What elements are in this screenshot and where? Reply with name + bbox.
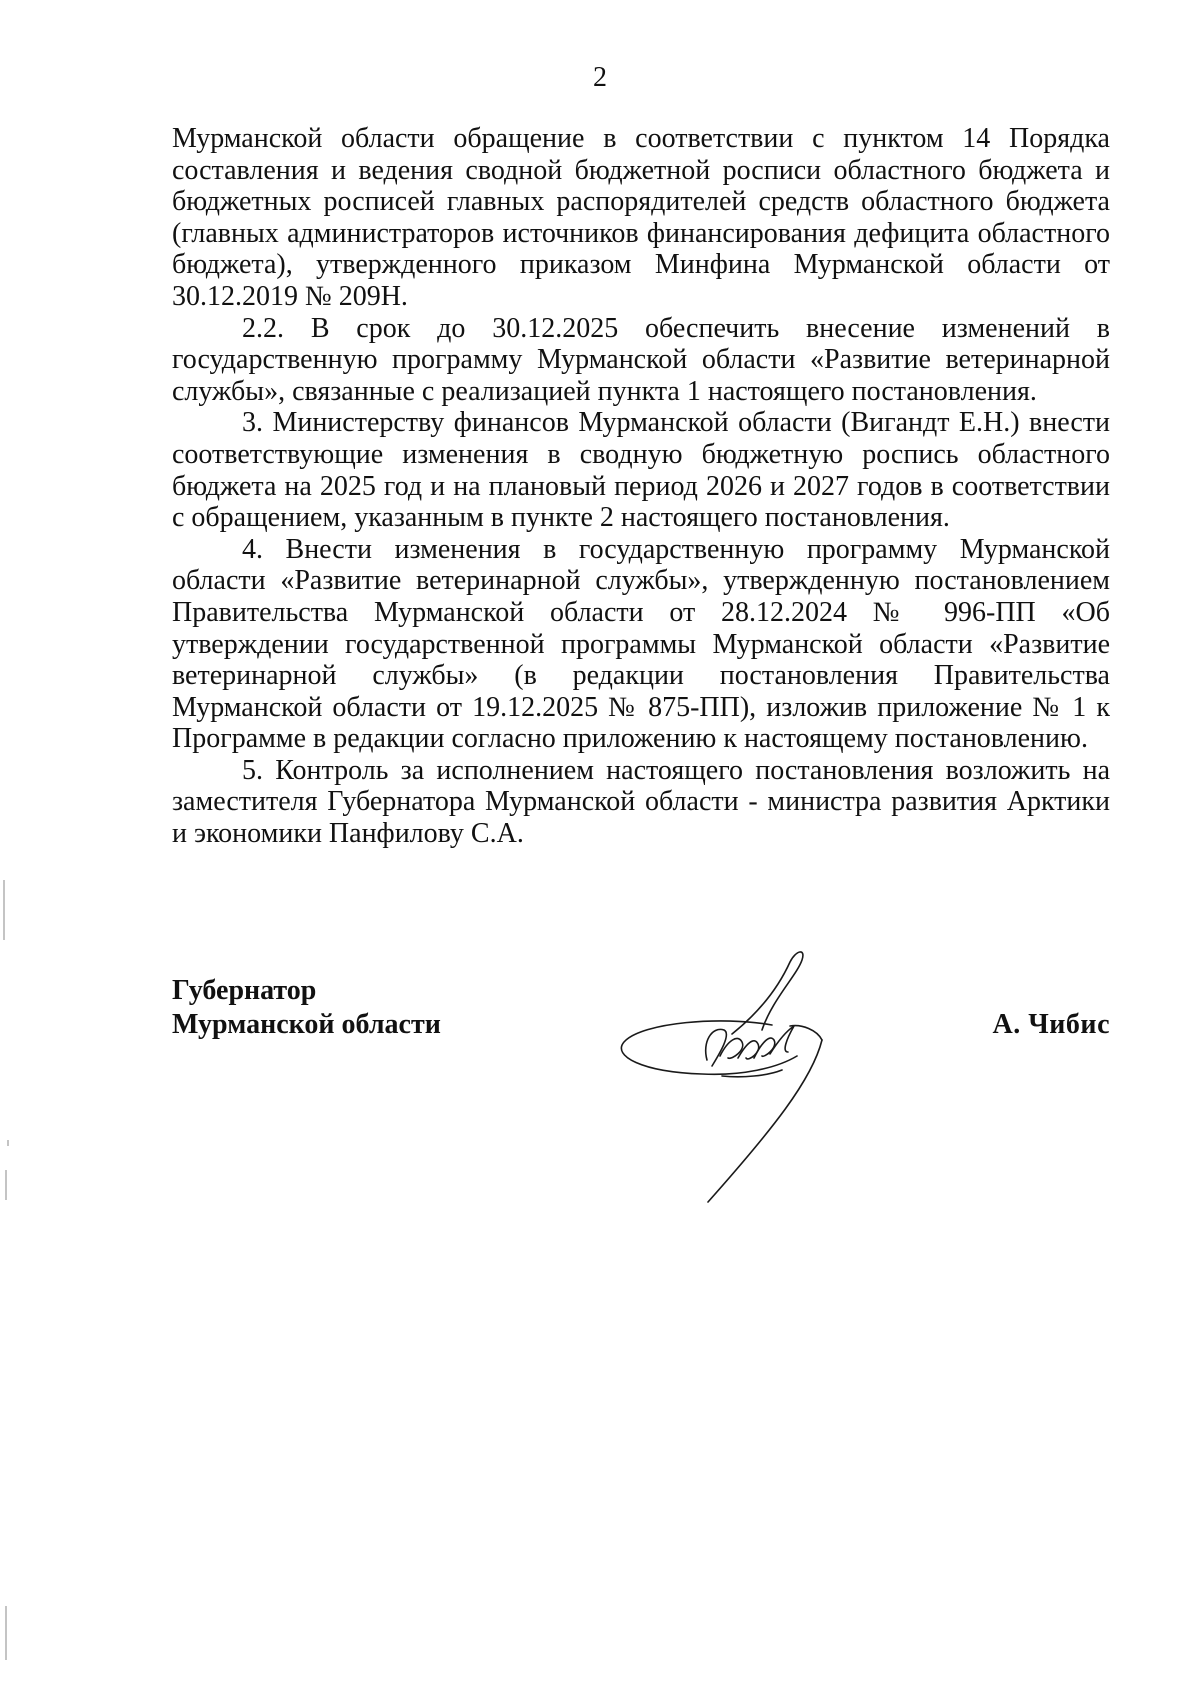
signer-title-line-1: Губернатор [172, 975, 317, 1006]
paragraph-continuation: Мурманской области обращение в соответствии с пунктом 14 Порядка составления и ведения сводной бюджетной росписи областного бюджета и бюджетных росписей главных распорядителей средств областного бюджета (главных администраторов источников финансирования дефицита областного бюджета), утвержденного приказом Минфина Мурманской области от 30.12.2019 № 209Н. [172, 123, 1110, 312]
handwritten-signature [612, 930, 892, 1210]
paragraph-2-2: 2.2. В срок до 30.12.2025 обеспечить внесение изменений в государственную программу Мурманской области «Развитие ветеринарной службы», связанные с реализацией пункта 1 настоящего постановления. [172, 312, 1110, 407]
signature-block [172, 974, 1110, 1224]
paragraph-3: 3. Министерству финансов Мурманской области (Вигандт Е.Н.) внести соответствующие изменения в сводную бюджетную роспись областного бюджета на 2025 год и на плановый период 2026 и 2027 годов в соответствии с обращением, указанным в пункте 2 настоящего постановления. [172, 407, 1110, 534]
signer-name: А. Чибис [992, 1009, 1110, 1040]
page-number: 2 [593, 62, 607, 93]
paragraph-4: 4. Внести изменения в государственную программу Мурманской области «Развитие ветеринарной службы», утвержденную постановлением Правительства Мурманской области от 28.12.2024 № 996-ПП «Об утверждении государственной программы Мурманской области «Развитие ветеринарной службы» (в редакции постановления Правительства Мурманской области от 19.12.2025 № 875-ПП), изложив приложение № 1 к Программе в редакции согласно приложению к настоящему постановлению. [172, 533, 1110, 755]
paragraph-5: 5. Контроль за исполнением настоящего постановления возложить на заместителя Губернатора Мурманской области - министра развития Арктики и экономики Панфилову С.А. [172, 754, 1110, 850]
signer-title-line-2: Мурманской области [172, 1009, 441, 1040]
signer-title [172, 974, 441, 1042]
scan-edge-marks [0, 0, 20, 1701]
document-body [172, 123, 1110, 850]
